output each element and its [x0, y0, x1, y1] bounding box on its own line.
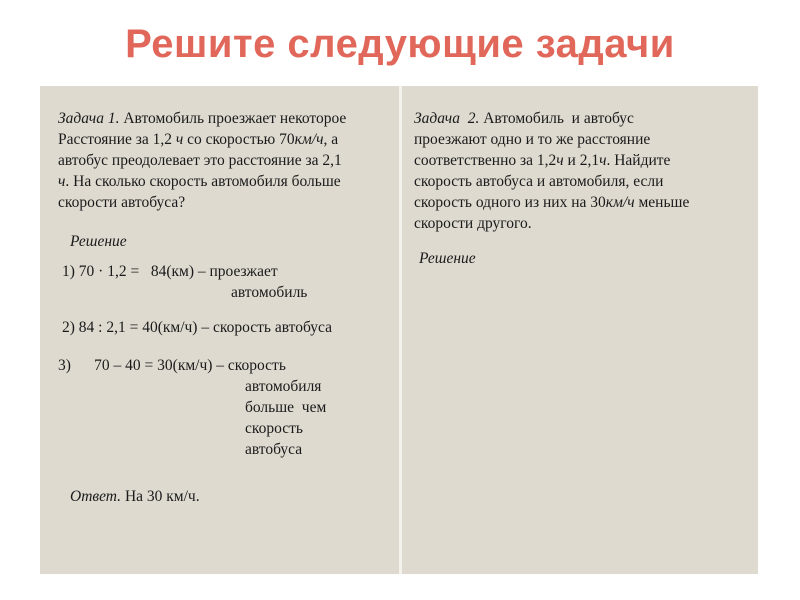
task1-step2: 2) 84 : 2,1 = 40(км/ч) – скорость автобуса: [62, 319, 332, 336]
task1-step3-cont: больше чем: [245, 399, 327, 416]
task1-answer-text: На 30 км/ч.: [121, 488, 200, 505]
task2-line: Задача 2. Автомобиль и автобус: [414, 110, 634, 127]
task2-line: скорость автобуса и автомобиля, если: [414, 173, 664, 190]
task1-step3: 3) 70 – 40 = 30(км/ч) – скорость: [58, 357, 286, 374]
task2-line: скорость одного из них на 30км/ч меньше: [414, 194, 690, 211]
task2-line: скорости другого.: [414, 215, 532, 232]
task1-step1: 1) 70 · 1,2 = 84(км) – проезжает: [62, 263, 278, 280]
task1-solution-label: Решение: [70, 233, 127, 250]
task1-line: скорости автобуса?: [58, 194, 186, 211]
task1-answer-label: Ответ.: [70, 488, 122, 505]
task1-line: ч. На сколько скорость автомобиля больше: [58, 173, 341, 190]
task2-line: проезжают одно и то же расстояние: [414, 131, 651, 148]
task1-step3-cont: автобуса: [245, 441, 303, 458]
page-title: Решите следующие задачи: [125, 22, 675, 66]
task2-line: соответственно за 1,2ч и 2,1ч. Найдите: [414, 152, 671, 169]
task1-line: Задача 1. Автомобиль проезжает некоторое: [58, 110, 347, 127]
task1-step3-cont: скорость: [245, 420, 303, 437]
task1-line: автобус преодолевает это расстояние за 2,1: [58, 152, 342, 169]
task1-line: Расстояние за 1,2 ч со скоростью 70км/ч, а: [58, 131, 339, 148]
task2-solution-label: Решение: [419, 250, 476, 267]
task1-answer: [70, 486, 200, 507]
task1-step3-cont: автомобиля: [245, 378, 322, 395]
task1-step1-cont: автомобиль: [231, 284, 308, 301]
